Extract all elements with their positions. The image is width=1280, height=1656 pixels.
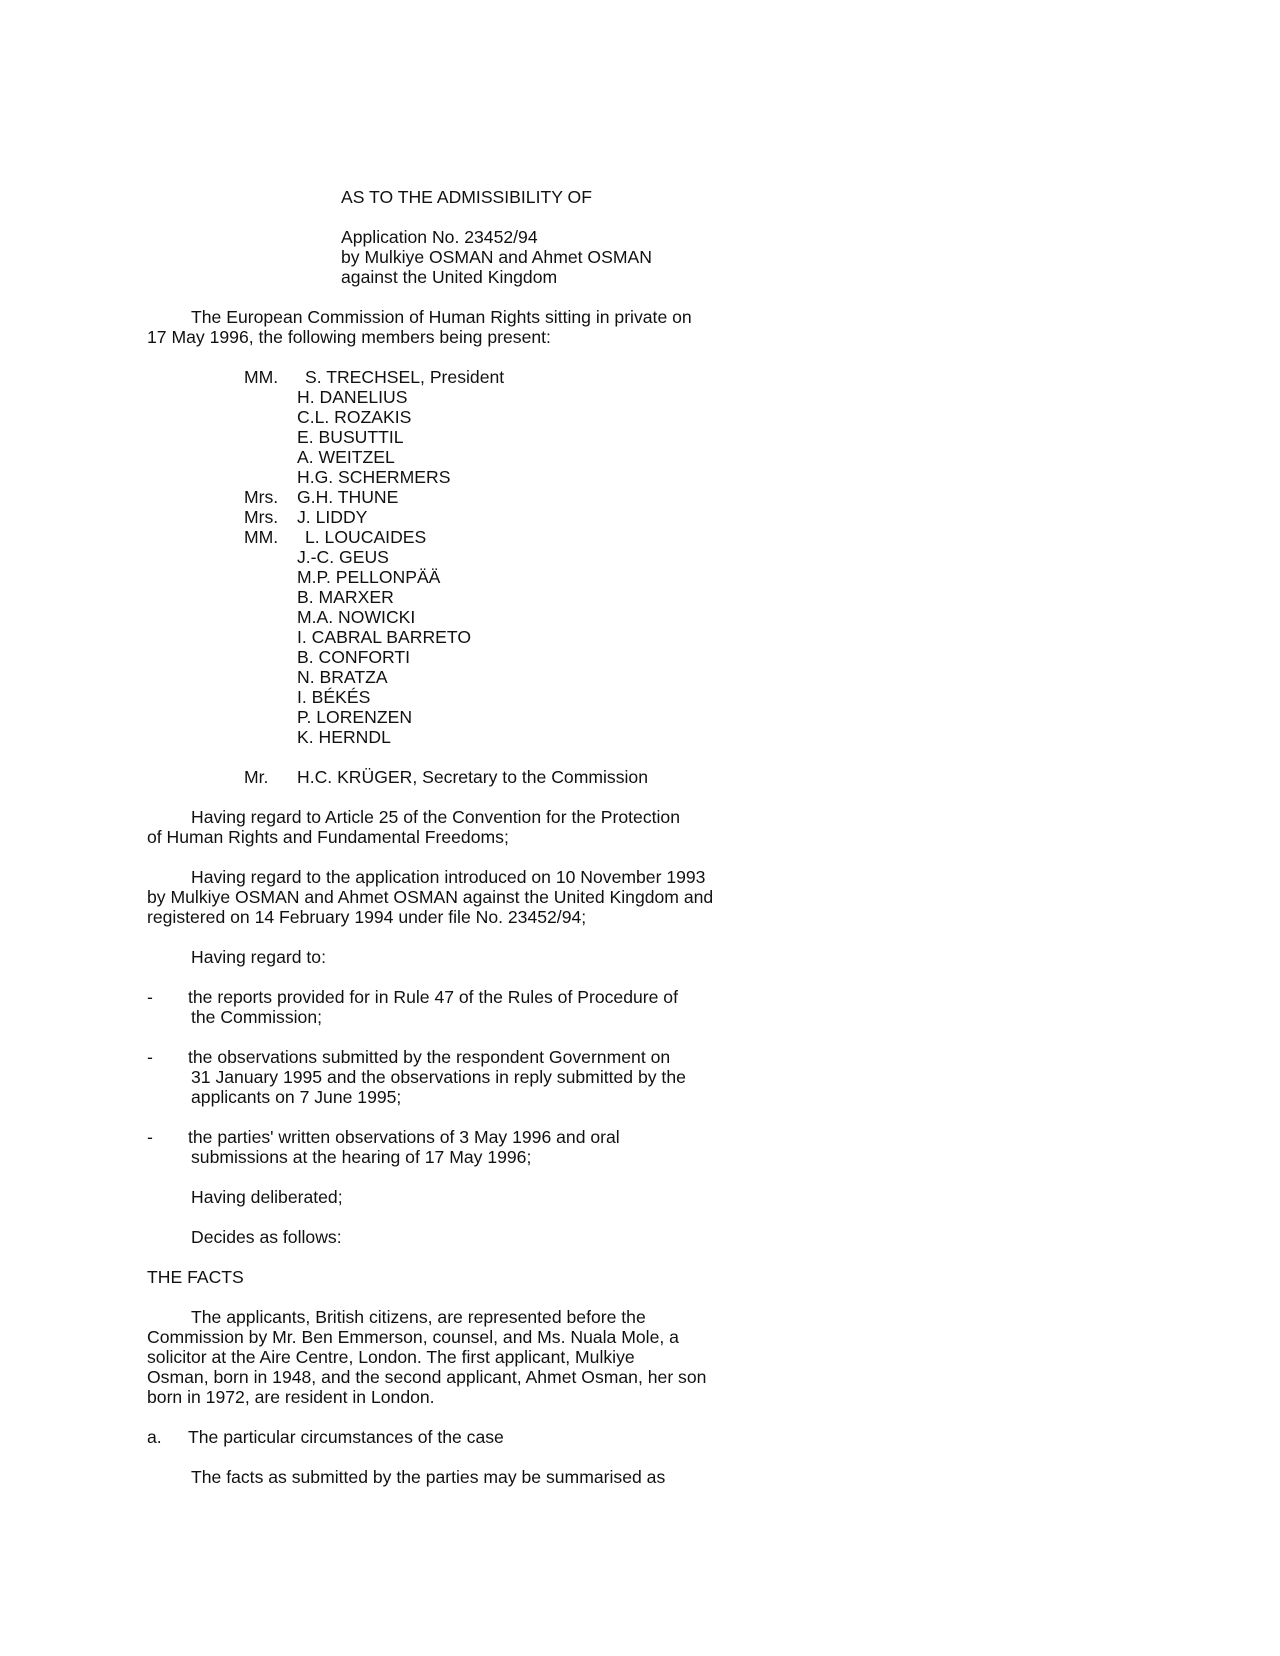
bullet-line: submissions at the hearing of 17 May 1996; [191, 1147, 532, 1167]
member-name: B. CONFORTI [297, 647, 411, 667]
secretary-title: Mr. [244, 767, 269, 787]
regard-application-line-1: Having regard to the application introduced on 10 November 1993 [191, 867, 706, 887]
member-name: C.L. ROZAKIS [297, 407, 412, 427]
section-label: a. [147, 1427, 162, 1447]
member-title: MM. [244, 527, 279, 547]
facts-line-1: The applicants, British citizens, are represented before the [191, 1307, 646, 1327]
facts-line-3: solicitor at the Aire Centre, London. The first applicant, Mulkiye [147, 1347, 635, 1367]
secretary-name: H.C. KRÜGER, Secretary to the Commission [297, 767, 648, 787]
member-name: H.G. SCHERMERS [297, 467, 451, 487]
member-title: Mrs. [244, 507, 279, 527]
member-name: K. HERNDL [297, 727, 391, 747]
member-name: J.-C. GEUS [297, 547, 389, 567]
bullet-dash: - [147, 1127, 153, 1147]
bullet-dash: - [147, 987, 153, 1007]
member-name: I. CABRAL BARRETO [297, 627, 472, 647]
bullet-line: 31 January 1995 and the observations in reply submitted by the [191, 1067, 686, 1087]
facts-heading: THE FACTS [147, 1267, 244, 1287]
member-name: A. WEITZEL [297, 447, 395, 467]
intro-line-2: 17 May 1996, the following members being present: [147, 327, 551, 347]
member-name: B. MARXER [297, 587, 394, 607]
member-name: N. BRATZA [297, 667, 388, 687]
member-name: M.A. NOWICKI [297, 607, 416, 627]
facts-summary-line: The facts as submitted by the parties may be summarised as [191, 1467, 666, 1487]
member-name: S. TRECHSEL, President [305, 367, 505, 387]
member-name: H. DANELIUS [297, 387, 408, 407]
application-number: Application No. 23452/94 [341, 227, 538, 247]
bullet-line: the observations submitted by the respondent Government on [188, 1047, 671, 1067]
bullet-dash: - [147, 1047, 153, 1067]
bullet-line: the parties' written observations of 3 May 1996 and oral [188, 1127, 620, 1147]
deliberated-line: Having deliberated; [191, 1187, 343, 1207]
bullet-line: applicants on 7 June 1995; [191, 1087, 402, 1107]
applicants-line: by Mulkiye OSMAN and Ahmet OSMAN [341, 247, 652, 267]
regard-to-heading: Having regard to: [191, 947, 326, 967]
respondent-line: against the United Kingdom [341, 267, 558, 287]
member-name: G.H. THUNE [297, 487, 399, 507]
facts-line-5: born in 1972, are resident in London. [147, 1387, 435, 1407]
member-name: E. BUSUTTIL [297, 427, 404, 447]
member-title: MM. [244, 367, 279, 387]
member-name: J. LIDDY [297, 507, 368, 527]
decides-line: Decides as follows: [191, 1227, 342, 1247]
regard-article-line-1: Having regard to Article 25 of the Convention for the Protection [191, 807, 680, 827]
facts-line-2: Commission by Mr. Ben Emmerson, counsel, and Ms. Nuala Mole, a [147, 1327, 679, 1347]
member-name: M.P. PELLONPÄÄ [297, 567, 441, 587]
section-title: The particular circumstances of the case [188, 1427, 504, 1447]
bullet-line: the Commission; [191, 1007, 323, 1027]
member-name: L. LOUCAIDES [305, 527, 427, 547]
intro-line-1: The European Commission of Human Rights sitting in private on [191, 307, 692, 327]
member-name: P. LORENZEN [297, 707, 413, 727]
document-title: AS TO THE ADMISSIBILITY OF [341, 187, 592, 207]
bullet-line: the reports provided for in Rule 47 of the Rules of Procedure of [188, 987, 678, 1007]
regard-article-line-2: of Human Rights and Fundamental Freedoms; [147, 827, 509, 847]
facts-line-4: Osman, born in 1948, and the second applicant, Ahmet Osman, her son [147, 1367, 707, 1387]
member-name: I. BÉKÉS [297, 687, 371, 707]
regard-application-line-2: by Mulkiye OSMAN and Ahmet OSMAN against the United Kingdom and [147, 887, 714, 907]
member-title: Mrs. [244, 487, 279, 507]
regard-application-line-3: registered on 14 February 1994 under file No. 23452/94; [147, 907, 587, 927]
